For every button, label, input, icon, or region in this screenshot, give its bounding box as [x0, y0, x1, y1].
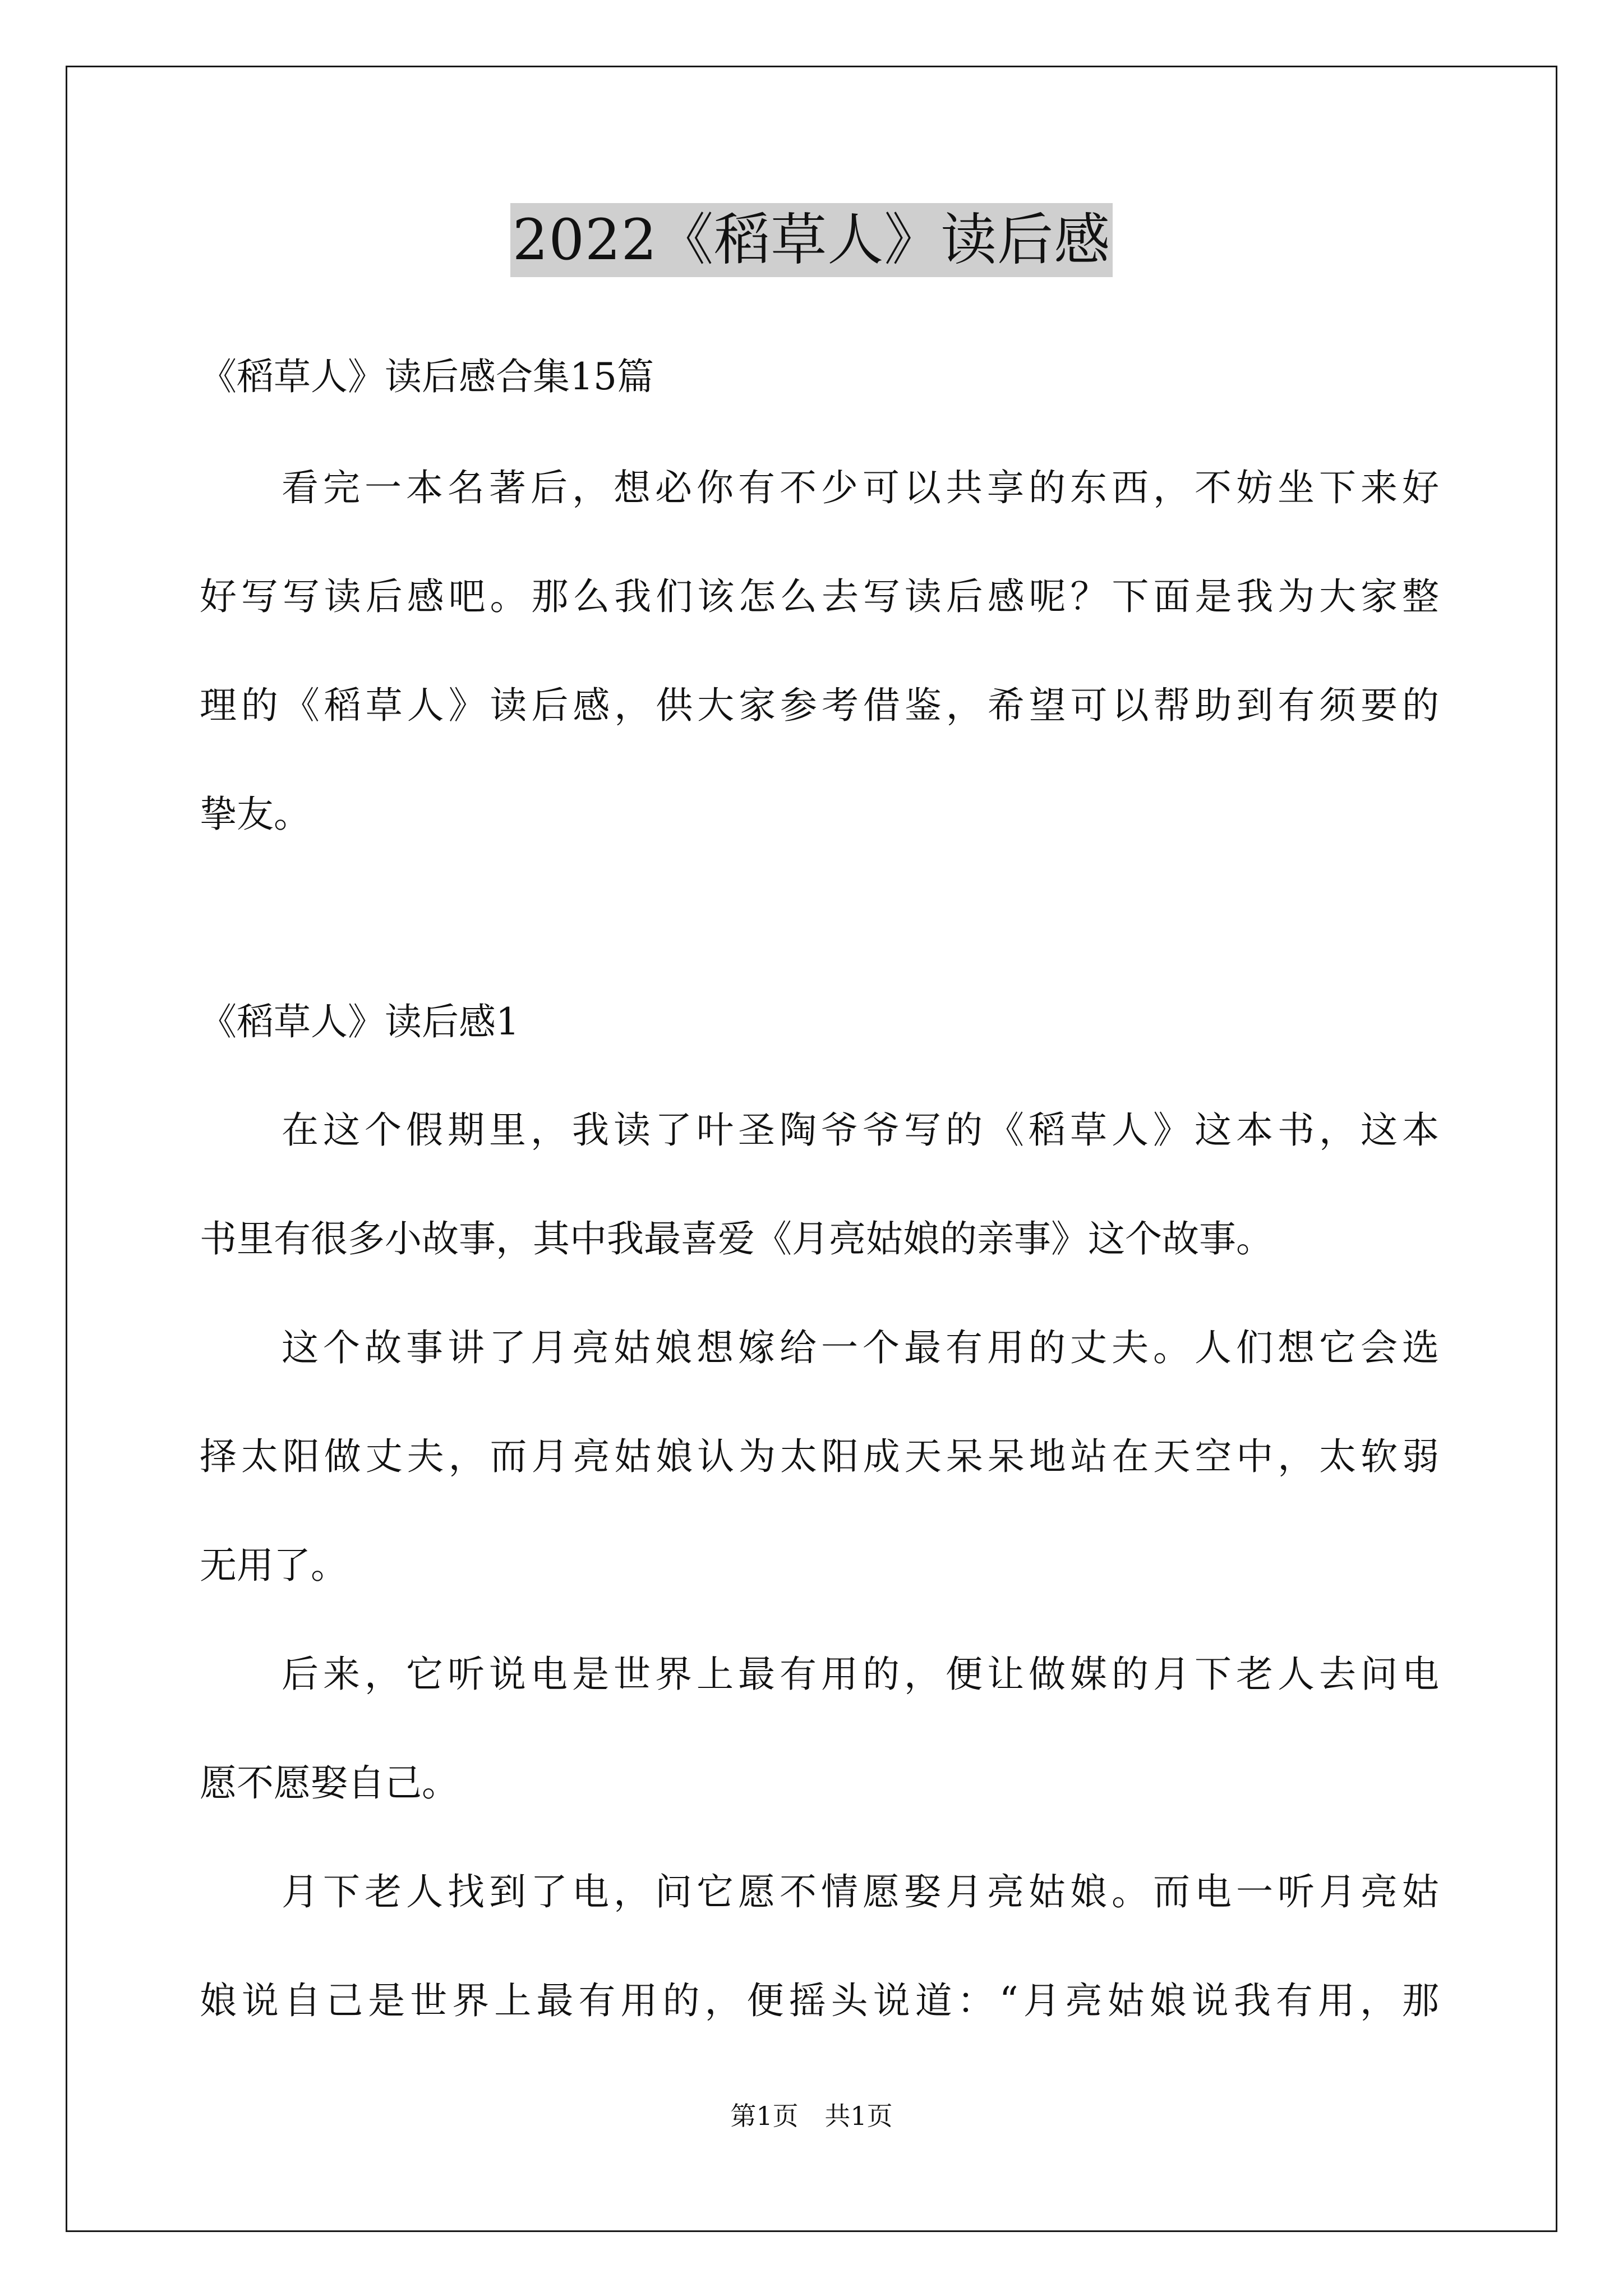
page-footer: [0, 2099, 1623, 2133]
total-pages: 共1页: [824, 2101, 893, 2131]
paragraph-line: 娘说自己是世界上最有用的，便摇头说道：“月亮姑娘说我有用，那: [200, 1979, 1439, 2022]
title-container: [0, 203, 1623, 277]
paragraph-line: 书里有很多小故事，其中我最喜爱《月亮姑娘的亲事》这个故事。: [200, 1217, 1273, 1260]
paragraph-line: 后来，它听说电是世界上最有用的，便让做媒的月下老人去问电: [282, 1653, 1439, 1696]
page-number: 第1页: [730, 2101, 799, 2131]
document-title: 2022《稻草人》读后感: [510, 203, 1113, 277]
paragraph-line: 在这个假期里，我读了叶圣陶爷爷写的《稻草人》这本书，这本: [282, 1108, 1439, 1152]
paragraph-line: 择太阳做丈夫，而月亮姑娘认为太阳成天呆呆地站在天空中，太软弱: [200, 1435, 1439, 1478]
intro-line: 理的《稻草人》读后感，供大家参考借鉴，希望可以帮助到有须要的: [200, 684, 1439, 727]
section-heading: 《稻草人》读后感1: [200, 1000, 519, 1043]
paragraph-line: 月下老人找到了电，问它愿不情愿娶月亮姑娘。而电一听月亮姑: [282, 1870, 1439, 1913]
paragraph-line: 无用了。: [200, 1544, 348, 1587]
paragraph-line: 愿不愿娶自己。: [200, 1761, 459, 1805]
intro-line: 好写写读后感吧。那么我们该怎么去写读后感呢？下面是我为大家整: [200, 575, 1439, 618]
intro-line: 看完一本名著后，想必你有不少可以共享的东西，不妨坐下来好: [282, 466, 1439, 509]
document-subtitle: 《稻草人》读后感合集15篇: [200, 355, 654, 398]
intro-line: 挚友。: [200, 793, 311, 836]
paragraph-line: 这个故事讲了月亮姑娘想嫁给一个最有用的丈夫。人们想它会选: [282, 1326, 1439, 1369]
